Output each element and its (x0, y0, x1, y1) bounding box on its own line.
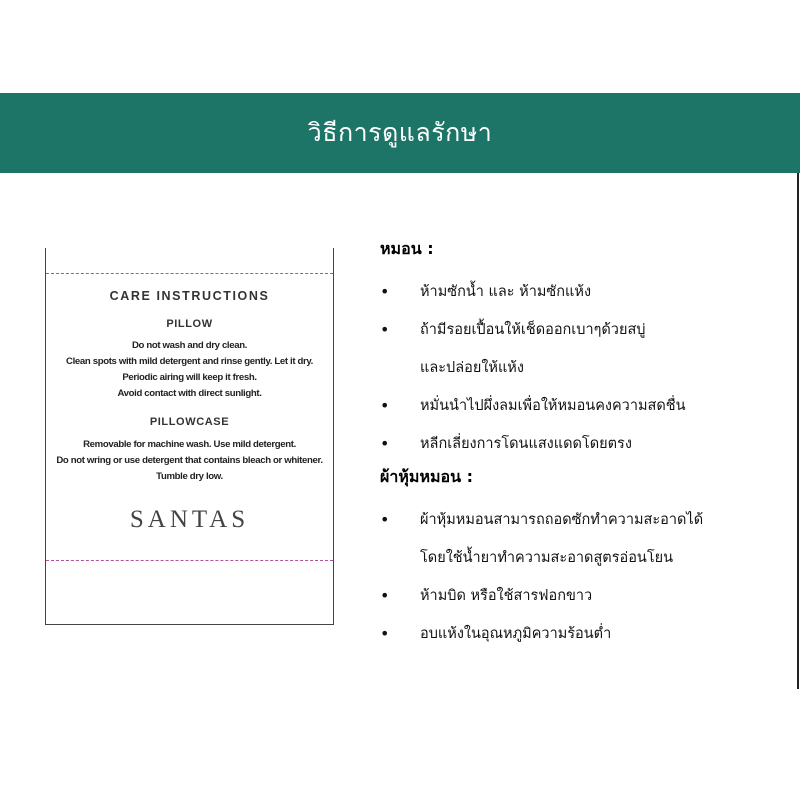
list-item-text: อบแห้งในอุณหภูมิความร้อนต่ำ (420, 626, 612, 642)
thai-instructions (380, 235, 790, 653)
bullet-icon: • (380, 320, 390, 339)
list-item (380, 577, 790, 615)
list-item (380, 387, 790, 425)
label-line: Do not wring or use detergent that contains bleach or whitener. (56, 455, 323, 466)
label-line: Tumble dry low. (156, 471, 223, 482)
label-line: Avoid contact with direct sunlight. (117, 388, 262, 399)
label-line: Do not wash and dry clean. (131, 340, 248, 351)
list-item-text: ห้ามซักน้ำ และ ห้ามซักแห้ง (420, 284, 592, 300)
care-label (45, 248, 334, 625)
bullet-icon: • (380, 434, 390, 453)
pillowcase-heading: PILLOWCASE (149, 416, 230, 428)
list-item (380, 273, 790, 311)
pillow-instructions (46, 338, 333, 402)
label-bottom-dashed-line (46, 560, 333, 561)
label-line: Clean spots with mild detergent and rinse gently. Let it dry. (66, 356, 313, 367)
bullet-icon: • (380, 396, 390, 415)
pillowcase-section-title: ผ้าหุ้มหมอน : (380, 467, 474, 486)
list-item-text: หมั่นนำไปผึ่งลมเพื่อให้หมอนคงความสดชื่น (420, 398, 686, 414)
label-line: Removable for machine wash. Use mild detergent. (83, 439, 296, 450)
page-title: วิธีการดูแลรักษา (307, 118, 493, 147)
bullet-icon: • (380, 624, 390, 643)
list-item (380, 311, 790, 387)
bullet-icon: • (380, 586, 390, 605)
pillow-section-title: หมอน : (380, 239, 434, 258)
list-item-text: ผ้าหุ้มหมอนสามารถถอดซักทำความสะอาดได้ (420, 512, 704, 528)
label-top-dashed-line (46, 273, 333, 274)
pillowcase-instructions (46, 437, 333, 485)
list-item (380, 501, 790, 577)
bullet-icon: • (380, 282, 390, 301)
right-border-line (797, 173, 799, 689)
list-item (380, 425, 790, 463)
label-line: Periodic airing will keep it fresh. (122, 372, 257, 383)
list-item (380, 615, 790, 653)
header-banner (0, 93, 800, 173)
list-item-text: หลีกเลี่ยงการโดนแสงแดดโดยตรง (420, 436, 632, 452)
brand-logo-text: SANTAS (129, 506, 250, 533)
list-item-text: ห้ามบิด หรือใช้สารฟอกขาว (420, 588, 593, 604)
list-item-text: ถ้ามีรอยเปื้อนให้เช็ดออกเบาๆด้วยสบู่ (420, 322, 646, 338)
care-label-heading: CARE INSTRUCTIONS (109, 289, 270, 303)
list-item-text: โดยใช้น้ำยาทำความสะอาดสูตรอ่อนโยน (420, 550, 674, 566)
list-item-text: และปล่อยให้แห้ง (420, 360, 524, 376)
bullet-icon: • (380, 510, 390, 529)
pillow-heading: PILLOW (166, 318, 213, 330)
